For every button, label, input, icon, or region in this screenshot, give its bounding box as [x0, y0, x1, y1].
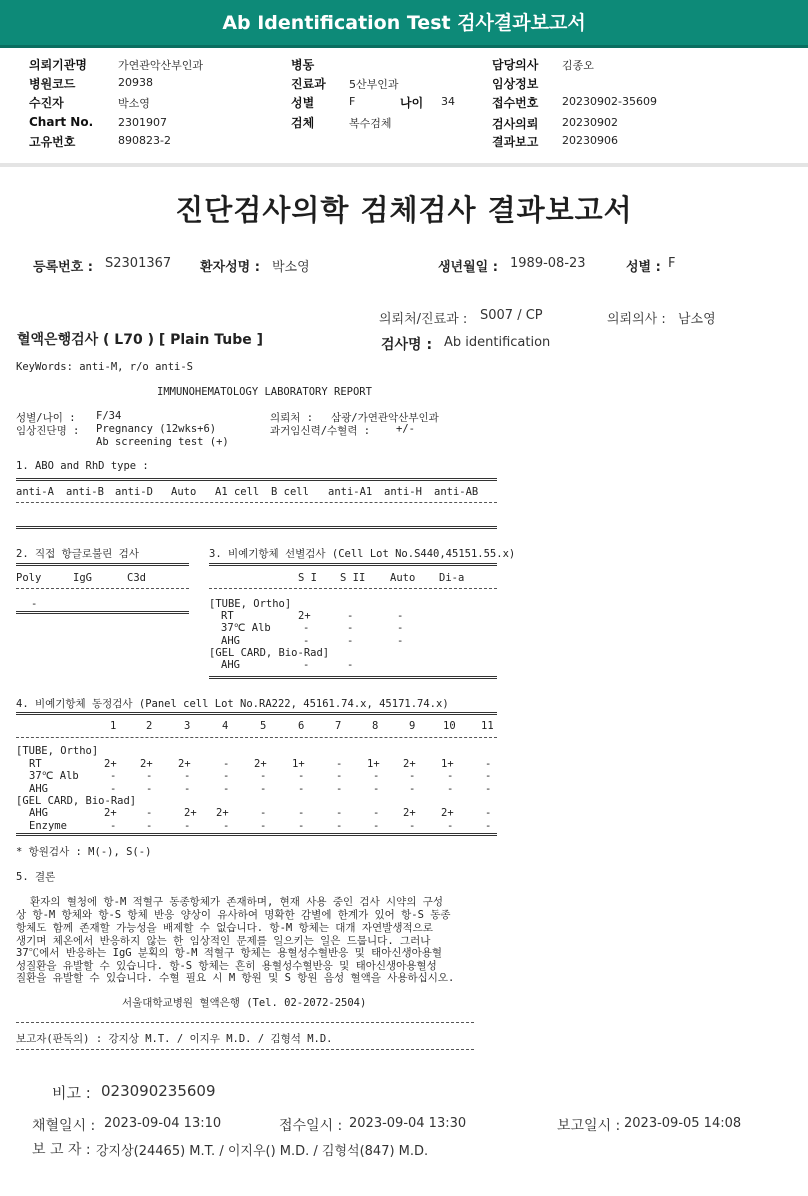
- label-chart-no: Chart No.: [29, 115, 94, 129]
- abo-header-cell: A1 cell: [215, 486, 260, 498]
- keywords: KeyWords: anti-M, r/o anti-S: [16, 361, 194, 373]
- panel-cell: -: [184, 770, 191, 782]
- panel-header-cell: 11: [481, 720, 494, 732]
- panel-row-label: RT: [29, 758, 42, 770]
- panel-cell: -: [409, 783, 416, 795]
- panel-cell: 2+: [403, 758, 416, 770]
- screen-row-label: RT: [221, 610, 234, 622]
- panel-cell: 1+: [441, 758, 454, 770]
- panel-cell: 2+: [184, 807, 197, 819]
- abo-header-cell: anti-A1: [328, 486, 373, 498]
- panel-cell: 2+: [104, 807, 117, 819]
- conclusion-line: 환자의 혈청에 항-M 적혈구 동종항체가 존재하며, 현재 사용 중인 검사 시약의 구성: [30, 896, 444, 908]
- value-patient: 박소영: [118, 97, 150, 110]
- panel-header-cell: 8: [372, 720, 379, 732]
- panel-cell: -: [146, 807, 153, 819]
- label-department: 진료과: [291, 77, 326, 91]
- value-birth-date: 1989-08-23: [510, 256, 586, 271]
- panel-cell: -: [336, 770, 343, 782]
- panel-cell: -: [260, 820, 267, 832]
- screen-cell: -: [303, 622, 310, 634]
- label-sex-age: 성별/나이 :: [16, 412, 76, 424]
- panel-cell: -: [336, 758, 343, 770]
- section-3-title: 3. 비예기항체 선별검사 (Cell Lot No.S440,45151.55.x): [209, 548, 516, 560]
- value-unique-no: 890823-2: [118, 134, 171, 147]
- screen-cell: -: [397, 635, 404, 647]
- value-diagnosis-1: Pregnancy (12wks+6): [96, 423, 217, 435]
- value-test-name: Ab identification: [444, 335, 551, 350]
- panel-cell: -: [223, 820, 230, 832]
- panel-cell: -: [485, 770, 492, 782]
- label-sex: 성별: [291, 96, 315, 110]
- panel-cell: -: [298, 770, 305, 782]
- screen-cell: -: [347, 622, 354, 634]
- section-2-title: 2. 직접 항글로불린 검사: [16, 548, 139, 560]
- panel-cell: -: [260, 783, 267, 795]
- value-footer-reporter: 강지상(24465) M.T. / 이지우() M.D. / 김형석(847) M.D.: [96, 1144, 429, 1159]
- conclusion-line: 생기며 체온에서 반응하지 않는 한 임상적인 문제를 일으키는 일은 드뭅니다. 그러나: [16, 935, 431, 947]
- screen-row-label: AHG: [221, 659, 240, 671]
- screen-cell: -: [397, 610, 404, 622]
- label-footer-reporter: 보 고 자 :: [32, 1142, 91, 1158]
- panel-header-cell: 6: [298, 720, 305, 732]
- value-dept-code: S007 / CP: [480, 308, 543, 323]
- panel-cell: -: [485, 807, 492, 819]
- panel-row-label: Enzyme: [29, 820, 67, 832]
- panel-cell: -: [260, 807, 267, 819]
- hospital-contact: 서울대학교병원 혈액은행 (Tel. 02-2072-2504): [122, 997, 367, 1009]
- panel-cell: -: [298, 783, 305, 795]
- document-title: 진단검사의학 검체검사 결과보고서: [175, 193, 633, 227]
- screen-row-label: AHG: [221, 635, 240, 647]
- label-referrer: 의뢰처 :: [270, 412, 314, 424]
- section-4-title: 4. 비예기항체 동정검사 (Panel cell Lot No.RA222, 45161.74.x, 45171.74.x): [16, 698, 449, 710]
- value-diagnosis-2: Ab screening test (+): [96, 436, 229, 448]
- rule: [209, 588, 497, 589]
- label-collection-time: 채혈일시 :: [32, 1118, 96, 1134]
- panel-cell: -: [447, 770, 454, 782]
- panel-header-cell: 4: [222, 720, 229, 732]
- section-5-title: 5. 결론: [16, 871, 56, 883]
- value-report-date: 20230906: [562, 134, 618, 147]
- rule: [16, 502, 497, 503]
- panel-group-label: [GEL CARD, Bio-Rad]: [16, 795, 137, 807]
- label-note: 비고 :: [52, 1084, 91, 1102]
- screen-group-label: [GEL CARD, Bio-Rad]: [209, 647, 330, 659]
- panel-cell: -: [146, 783, 153, 795]
- conclusion-line: 상 항-M 항체와 항-S 항체 반응 양상이 유사하여 명확한 감별에 한계가 있어 항-S 동종: [16, 909, 451, 921]
- label-physician: 담당의사: [492, 58, 539, 72]
- panel-cell: -: [336, 820, 343, 832]
- label-hospital-code: 병원코드: [29, 77, 76, 91]
- panel-header-cell: 7: [335, 720, 342, 732]
- label-age: 나이: [400, 96, 424, 110]
- panel-cell: -: [184, 783, 191, 795]
- panel-cell: -: [110, 783, 117, 795]
- panel-cell: 2+: [403, 807, 416, 819]
- panel-cell: -: [485, 758, 492, 770]
- value-specimen: 복수검체: [349, 117, 392, 130]
- antigen-test: * 항원검사 : M(-), S(-): [16, 846, 152, 858]
- panel-cell: -: [146, 770, 153, 782]
- abo-header-cell: anti-A: [16, 486, 54, 498]
- rule: [16, 563, 189, 566]
- value-ordering-doctor: 남소영: [678, 312, 716, 327]
- label-ordering-doctor: 의뢰의사 :: [607, 312, 666, 327]
- conclusion-line: 항체도 함께 존재할 가능성을 배제할 수 없습니다. 항-M 항체는 대개 자연발생적으로: [16, 922, 433, 934]
- abo-header-cell: anti-B: [66, 486, 104, 498]
- value-referrer: 삼광/가연관악산부인과: [331, 412, 439, 424]
- panel-header-cell: 10: [443, 720, 456, 732]
- value-registration-no: S2301367: [105, 256, 172, 271]
- conclusion-line: 성질환을 유발할 수 있습니다. 항-S 항체는 흔히 용혈성수혈반응 및 태아신생아용혈성: [16, 960, 437, 972]
- screen-row-label: 37℃ Alb: [221, 622, 271, 634]
- rule: [16, 478, 497, 481]
- label-patient: 수진자: [29, 96, 64, 110]
- screen-cell: 2+: [298, 610, 311, 622]
- panel-cell: -: [110, 820, 117, 832]
- value-physician: 김종오: [562, 59, 594, 72]
- dat-header-cell: Poly: [16, 572, 42, 584]
- value-report-sex: F: [668, 256, 676, 271]
- value-history: +/-: [396, 423, 415, 435]
- value-age: 34: [441, 95, 455, 108]
- panel-cell: -: [447, 783, 454, 795]
- value-accession-no: 20230902-35609: [562, 95, 657, 108]
- panel-row-label: AHG: [29, 783, 48, 795]
- screen-cell: -: [347, 659, 354, 671]
- label-report-sex: 성별 :: [626, 260, 661, 275]
- screen-header-cell: Di-a: [439, 572, 465, 584]
- panel-header-cell: 9: [409, 720, 416, 732]
- dat-value-poly: -: [31, 598, 38, 610]
- rule: [16, 526, 497, 529]
- panel-cell: -: [298, 820, 305, 832]
- panel-cell: -: [110, 770, 117, 782]
- panel-cell: -: [373, 770, 380, 782]
- label-diagnosis: 임상진단명 :: [16, 425, 80, 437]
- label-dept-code: 의뢰처/진료과 :: [379, 312, 468, 327]
- panel-row-label: AHG: [29, 807, 48, 819]
- panel-cell: 1+: [367, 758, 380, 770]
- panel-cell: -: [336, 807, 343, 819]
- report-banner: [0, 0, 808, 48]
- screen-cell: -: [347, 635, 354, 647]
- panel-cell: -: [223, 783, 230, 795]
- panel-cell: -: [447, 820, 454, 832]
- panel-cell: -: [409, 770, 416, 782]
- panel-cell: -: [223, 758, 230, 770]
- panel-header-cell: 1: [110, 720, 117, 732]
- panel-cell: -: [373, 820, 380, 832]
- label-receipt-time: 접수일시 :: [279, 1118, 343, 1134]
- rule: [209, 563, 497, 566]
- panel-cell: -: [223, 770, 230, 782]
- panel-cell: 2+: [178, 758, 191, 770]
- panel-cell: -: [373, 807, 380, 819]
- screen-cell: -: [397, 622, 404, 634]
- panel-header-cell: 5: [260, 720, 267, 732]
- screen-header-cell: S II: [340, 572, 366, 584]
- dat-header-cell: C3d: [127, 572, 146, 584]
- panel-cell: -: [373, 783, 380, 795]
- rule: [16, 588, 189, 589]
- label-specimen: 검체: [291, 116, 315, 130]
- screen-header-cell: Auto: [390, 572, 416, 584]
- panel-header-cell: 3: [184, 720, 191, 732]
- test-group: 혈액은행검사 ( L70 ) [ Plain Tube ]: [17, 332, 264, 348]
- rule: [16, 1049, 474, 1050]
- abo-header-cell: anti-H: [384, 486, 422, 498]
- panel-cell: 2+: [441, 807, 454, 819]
- label-ward: 병동: [291, 58, 315, 72]
- value-department: 5산부인과: [349, 78, 399, 91]
- lab-report-title: IMMUNOHEMATOLOGY LABORATORY REPORT: [157, 386, 372, 398]
- dat-header-cell: IgG: [73, 572, 92, 584]
- value-note: 023090235609: [101, 1082, 216, 1100]
- screen-header-cell: S I: [298, 572, 317, 584]
- value-request-date: 20230902: [562, 116, 618, 129]
- abo-header-cell: anti-D: [115, 486, 153, 498]
- value-chart-no: 2301907: [118, 116, 167, 129]
- label-test-name: 검사명 :: [381, 337, 433, 353]
- value-receipt-time: 2023-09-04 13:30: [349, 1116, 467, 1131]
- panel-cell: 2+: [104, 758, 117, 770]
- panel-header-cell: 2: [146, 720, 153, 732]
- panel-cell: 2+: [254, 758, 267, 770]
- rule: [16, 1022, 474, 1023]
- value-sex: F: [349, 95, 356, 108]
- section-divider: [0, 163, 808, 167]
- panel-row-label: 37℃ Alb: [29, 770, 79, 782]
- label-institution: 의뢰기관명: [29, 58, 87, 72]
- label-clinical-info: 임상정보: [492, 77, 539, 91]
- value-institution: 가연관악산부인과: [118, 59, 204, 72]
- label-history: 과거임신력/수혈력 :: [270, 425, 371, 437]
- value-report-time: 2023-09-05 14:08: [624, 1116, 742, 1131]
- label-birth-date: 생년월일 :: [438, 260, 498, 275]
- section-1-title: 1. ABO and RhD type :: [16, 460, 149, 472]
- rule: [16, 712, 497, 715]
- panel-group-label: [TUBE, Ortho]: [16, 745, 99, 757]
- panel-cell: 1+: [292, 758, 305, 770]
- panel-cell: -: [146, 820, 153, 832]
- panel-cell: -: [184, 820, 191, 832]
- label-registration-no: 등록번호 :: [33, 260, 93, 275]
- label-report-date: 결과보고: [492, 135, 539, 149]
- conclusion-line: 37℃에서 반응하는 IgG 분획의 항-M 적혈구 항체는 용혈성수혈반응 및 태아신생아용혈: [16, 947, 443, 959]
- rule: [209, 676, 497, 679]
- value-collection-time: 2023-09-04 13:10: [104, 1116, 222, 1131]
- label-accession-no: 접수번호: [492, 96, 539, 110]
- lab-reporter: 보고자(판독의) : 강지상 M.T. / 이지우 M.D. / 김형석 M.D.: [16, 1033, 333, 1045]
- value-patient-name: 박소영: [272, 260, 310, 275]
- label-patient-name: 환자성명 :: [200, 260, 260, 275]
- panel-cell: -: [260, 770, 267, 782]
- screen-cell: -: [303, 635, 310, 647]
- rule: [16, 611, 189, 614]
- panel-cell: 2+: [216, 807, 229, 819]
- rule: [16, 737, 497, 738]
- label-request-date: 검사의뢰: [492, 117, 539, 131]
- panel-cell: -: [298, 807, 305, 819]
- value-sex-age: F/34: [96, 410, 122, 422]
- conclusion-line: 질환을 유발할 수 있습니다. 수혈 필요 시 M 항원 및 S 항원 음성 혈액을 사용하십시오.: [16, 972, 455, 984]
- label-report-time: 보고일시 :: [557, 1118, 621, 1134]
- panel-cell: -: [409, 820, 416, 832]
- screen-cell: -: [347, 610, 354, 622]
- banner-title: Ab Identification Test 검사결과보고서: [222, 12, 586, 34]
- abo-header-cell: anti-AB: [434, 486, 479, 498]
- panel-cell: 2+: [140, 758, 153, 770]
- rule: [16, 833, 497, 836]
- abo-header-cell: Auto: [171, 486, 197, 498]
- panel-cell: -: [485, 783, 492, 795]
- abo-header-cell: B cell: [271, 486, 309, 498]
- screen-cell: -: [303, 659, 310, 671]
- value-hospital-code: 20938: [118, 76, 153, 89]
- panel-cell: -: [485, 820, 492, 832]
- label-unique-no: 고유번호: [29, 135, 76, 149]
- screen-group-label: [TUBE, Ortho]: [209, 598, 292, 610]
- panel-cell: -: [336, 783, 343, 795]
